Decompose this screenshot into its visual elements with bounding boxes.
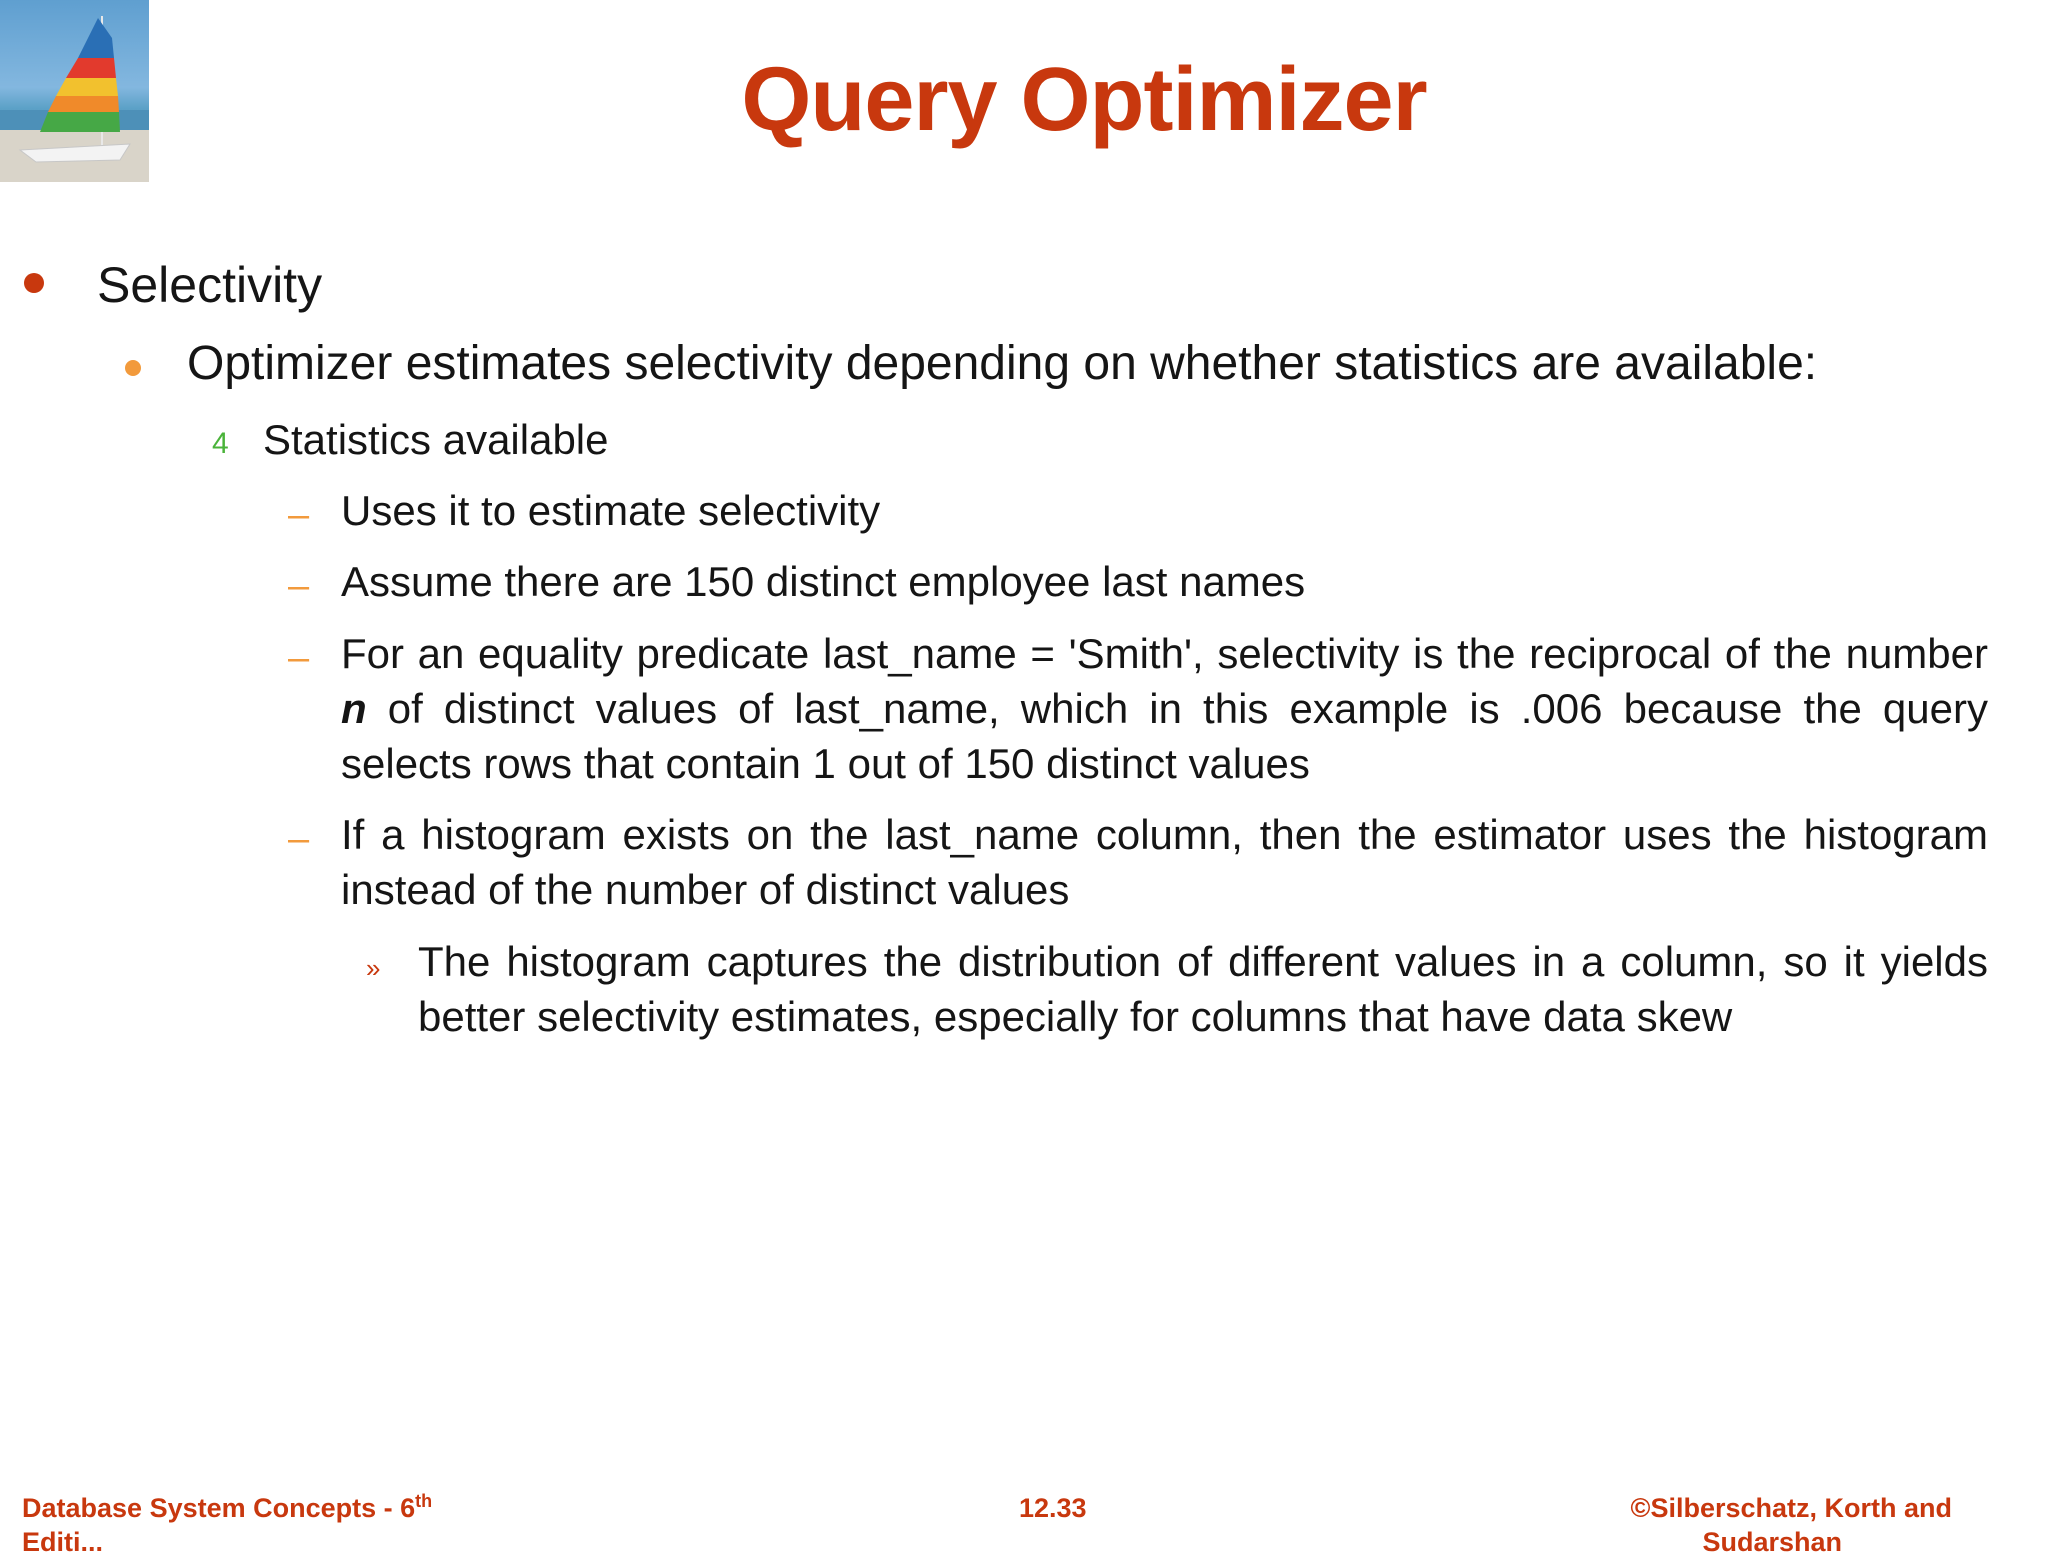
sub-bullet-equality-text-a: For an equality predicate last_name = 'Smith', selectivity is the reciprocal of the number (341, 630, 1988, 677)
footer-slide-number: 12.33 (1019, 1493, 1087, 1523)
sub-bullet-uses-it: Uses it to estimate selectivity (341, 487, 881, 534)
bullet-optimizer-estimates: Optimizer estimates selectivity depending on whether statistics are available: (187, 337, 1818, 390)
footer-book-title (22, 1491, 433, 1557)
dash-icon: – (288, 818, 310, 860)
dash-icon: – (288, 494, 310, 536)
footer-right-second-line: Sudarshan (1702, 1527, 1842, 1557)
dash-icon: – (288, 565, 310, 607)
slide-title: Query Optimizer (741, 50, 1427, 150)
sub-bullet-assume-150: Assume there are 150 distinct employee last names (341, 558, 1306, 605)
sub-bullet-equality-predicate (341, 626, 1988, 791)
footer-left-second-line: Editi... (22, 1527, 103, 1557)
sub-bullet-histogram-exists: If a histogram exists on the last_name column, then the estimator uses the histogram instead of the number of distinct values (341, 811, 1988, 913)
double-chevron-icon: » (366, 953, 381, 983)
bullet-number-marker: 4 (212, 427, 229, 460)
footer-left-text: Database System Concepts - 6 (22, 1493, 416, 1523)
sub-sub-bullet-histogram-captures: The histogram captures the distribution of different values in a column, so it yields better selectivity estimates, especially for columns that have data skew (418, 938, 1988, 1040)
bullet-selectivity: Selectivity (97, 257, 323, 313)
dash-icon: – (288, 637, 310, 679)
bullet-dot-icon (24, 273, 44, 293)
variable-n: n (341, 685, 367, 732)
footer-copyright (1630, 1491, 1952, 1557)
sub-bullet-equality-text-b: of distinct values of last_name, which in this example is .006 because the query selects rows that contain 1 out of 150 distinct values (341, 685, 1988, 787)
footer-right-text: ©Silberschatz, Korth and (1630, 1493, 1952, 1523)
bullet-statistics-available: Statistics available (263, 416, 609, 463)
bullet-dot-icon (125, 360, 141, 376)
footer-left-superscript: th (415, 1491, 433, 1511)
